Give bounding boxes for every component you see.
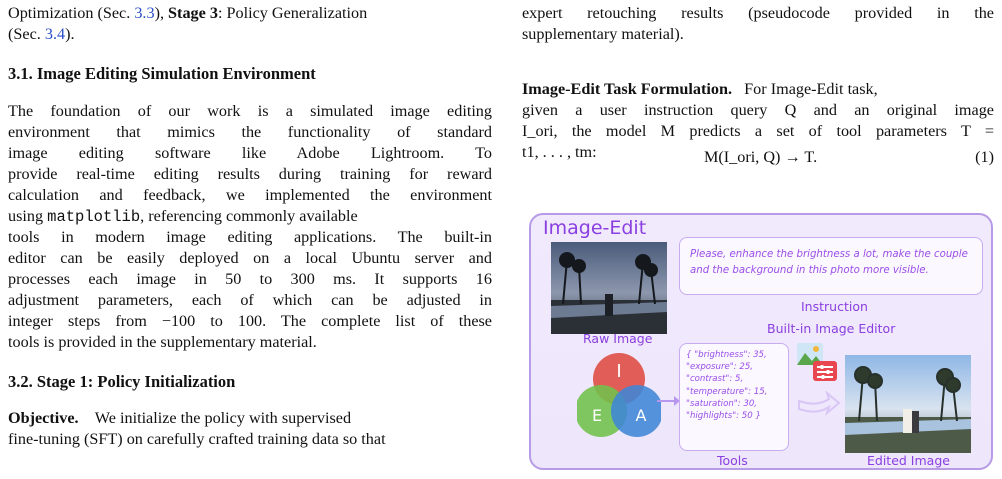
section-heading: 3.2. Stage 1: Policy Initialization bbox=[8, 372, 236, 391]
instruction-box: Please, enhance the brightness a lot, make the couple and the background in this photo more visible. bbox=[679, 237, 983, 295]
paragraph-line: using matplotlib, referencing commonly available bbox=[8, 207, 358, 226]
paragraph-line: I_ori, the model M predicts a set of tool parameters T = bbox=[522, 122, 994, 140]
venn-letter: I bbox=[616, 361, 622, 382]
image-edit-figure bbox=[529, 213, 993, 470]
paragraph-line: The foundation of our work is a simulated image editing bbox=[8, 102, 492, 120]
edited-image-label: Edited Image bbox=[867, 453, 950, 468]
section-link[interactable]: 3.3 bbox=[134, 4, 155, 22]
paragraph-line: Image-Edit Task Formulation. For Image-Edit task, bbox=[522, 80, 878, 98]
raw-image-label: Raw Image bbox=[583, 331, 653, 346]
tools-line: "exposure": 25, bbox=[686, 362, 754, 373]
text-line: Optimization (Sec. 3.3), Stage 3: Policy Generalization bbox=[8, 4, 368, 22]
text-line: (Sec. 3.4). bbox=[8, 25, 75, 43]
tools-line: { "brightness": 35, bbox=[686, 350, 767, 360]
code-matplotlib: matplotlib bbox=[47, 208, 141, 226]
instruction-label: Instruction bbox=[801, 299, 868, 314]
paragraph-line: processes each image in 50 to 300 ms. It supports 16 bbox=[8, 270, 492, 288]
paragraph-line: environment that mimics the functionality of standard bbox=[8, 123, 492, 141]
section-heading: 3.1. Image Editing Simulation Environment bbox=[8, 64, 316, 83]
equation-number: (1) bbox=[975, 148, 994, 166]
tools-line: "contrast": 5, bbox=[686, 374, 744, 385]
section-link[interactable]: 3.4 bbox=[44, 25, 66, 43]
model-venn-icon bbox=[577, 349, 661, 445]
image-editor-icon bbox=[795, 341, 839, 383]
paragraph-line: editor can be easily deployed on a local Ubuntu server and bbox=[8, 249, 492, 267]
paragraph-line: tools in modern image editing applications. The built-in bbox=[8, 228, 492, 246]
paragraph-line: adjustment parameters, each of which can be adjusted in bbox=[8, 291, 492, 309]
paragraph-line: integer steps from −100 to 100. The complete list of these bbox=[8, 312, 492, 330]
raw-image bbox=[551, 242, 667, 334]
tools-box bbox=[679, 343, 789, 451]
paragraph-line: tools is provided in the supplementary material. bbox=[8, 333, 317, 351]
paragraph-line: expert retouching results (pseudocode provided in the bbox=[522, 4, 994, 22]
venn-letter: A bbox=[635, 406, 647, 425]
tools-label: Tools bbox=[717, 453, 748, 468]
equation: M(I_ori, Q) → T. bbox=[704, 148, 818, 166]
arrow-right-icon bbox=[797, 391, 841, 417]
paragraph-line: provide real-time editing results during training for reward bbox=[8, 165, 492, 183]
paragraph-line: image editing software like Adobe Lightroom. To bbox=[8, 144, 492, 162]
paragraph-line: calculation and feedback, we implemented the environment bbox=[8, 186, 492, 204]
tools-line: "highlights": 50 } bbox=[686, 411, 761, 422]
paragraph-line: fine-tuning (SFT) on carefully crafted training data so that bbox=[8, 430, 386, 448]
arrow-right-icon bbox=[657, 395, 681, 407]
paragraph-line: t1, . . . , tm: bbox=[522, 143, 597, 161]
editor-label: Built-in Image Editor bbox=[767, 321, 896, 336]
paragraph-line: supplementary material). bbox=[522, 25, 684, 43]
tools-line: "temperature": 15, bbox=[686, 386, 768, 397]
figure-title: Image-Edit bbox=[543, 217, 647, 239]
venn-letter: E bbox=[591, 406, 603, 425]
tools-line: "saturation": 30, bbox=[686, 398, 758, 409]
paragraph-line: Objective. We initialize the policy with supervised bbox=[8, 409, 352, 427]
edited-image bbox=[845, 355, 971, 453]
paragraph-line: given a user instruction query Q and an original image bbox=[522, 101, 994, 119]
